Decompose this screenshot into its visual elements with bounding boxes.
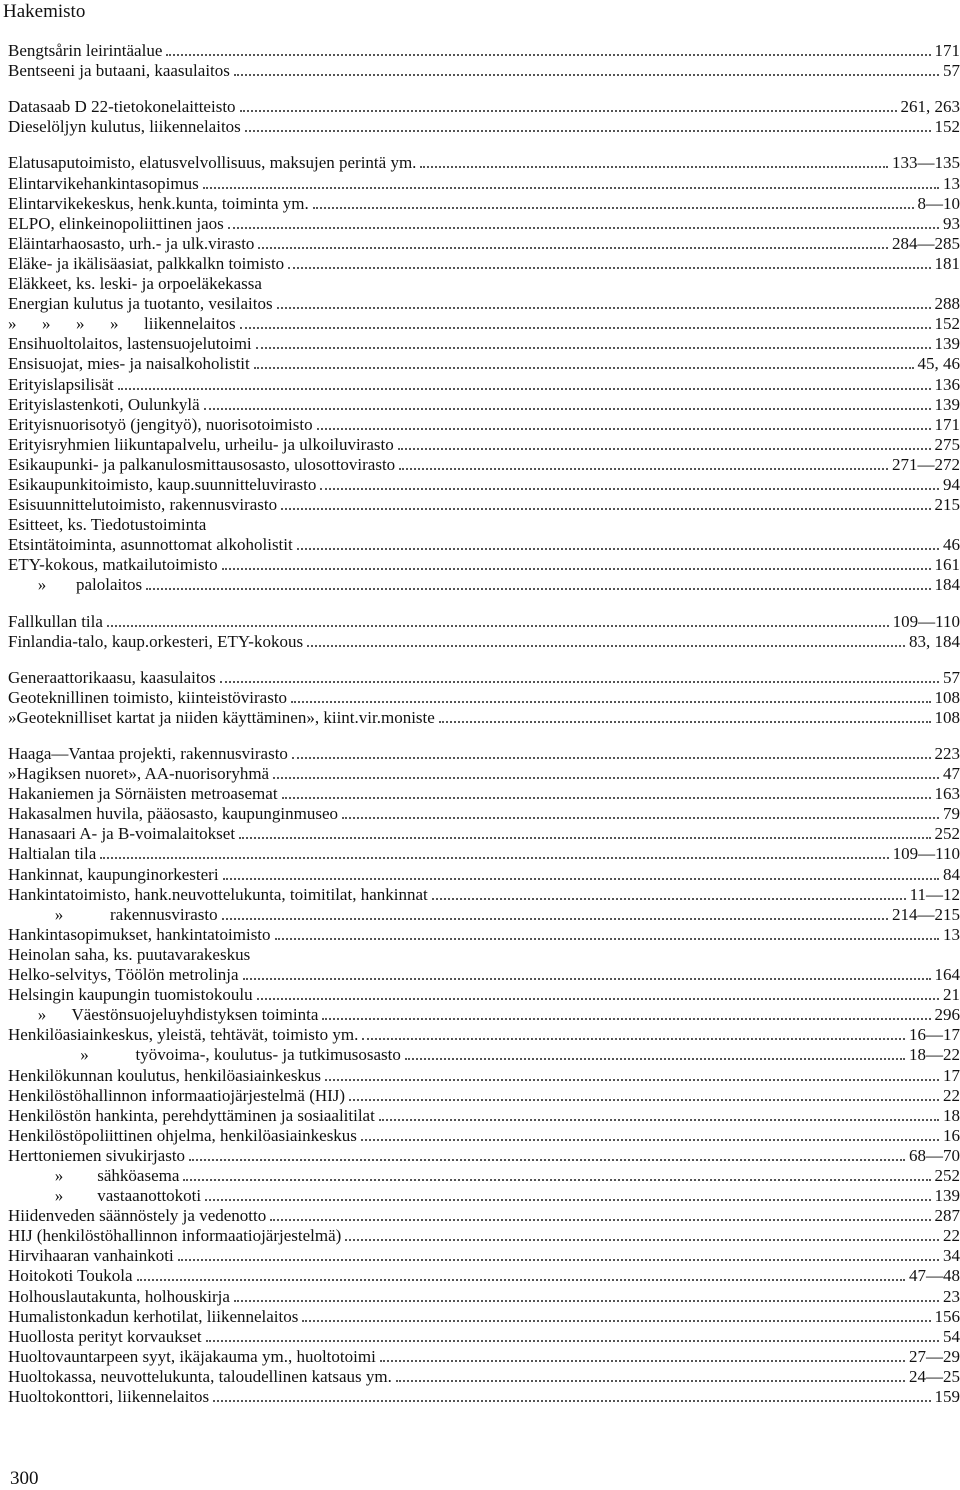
index-entry-page: 83, 184 <box>909 631 960 651</box>
index-entry-page: 181 <box>934 253 960 273</box>
index-entry-label: »Hagiksen nuoret», AA-nuorisoryhmä <box>8 764 270 784</box>
dot-leader <box>254 367 914 369</box>
index-entry-label: ETY-kokous, matkailutoimisto <box>8 555 218 575</box>
index-entry <box>8 744 960 764</box>
index-entry-label: Geoteknillinen toimisto, kiinteistövirasto <box>8 687 288 707</box>
index-entry-label: Erityislapsilisät <box>8 374 114 394</box>
dot-leader <box>297 548 939 550</box>
index-entry-label: Esikaupunkitoimisto, kaup.suunnitteluvirasto <box>8 474 317 494</box>
dot-leader <box>345 1239 939 1241</box>
index-entry-page: 108 <box>934 707 960 727</box>
index-entry <box>8 294 960 314</box>
dot-leader <box>320 488 939 490</box>
index-entry-label: ELPO, elinkeinopoliittinen jaos <box>8 213 224 233</box>
index-entry-label: Eläintarhaosasto, urh.- ja ulk.virasto <box>8 233 255 253</box>
dot-leader <box>282 797 931 799</box>
index-entry-label: HIJ (henkilöstöhallinnon informaatiojärjestelmä) <box>8 1226 342 1246</box>
index-entry-label: Erityisryhmien liikuntapalvelu, urheilu- ja ulkoiluvirasto <box>8 434 394 454</box>
index-entry <box>8 764 960 784</box>
index-entry <box>8 1146 960 1166</box>
index-entry-page: 171 <box>934 41 960 61</box>
index-entry <box>8 985 960 1005</box>
dot-leader <box>257 998 939 1000</box>
dot-leader <box>234 1300 939 1302</box>
index-entry <box>8 274 960 294</box>
dot-leader <box>146 588 930 590</box>
index-entry-page: 284—285 <box>892 233 960 253</box>
index-entry <box>8 1286 960 1306</box>
index-entry <box>8 1025 960 1045</box>
index-entry <box>8 632 960 652</box>
index-entry <box>8 1106 960 1126</box>
index-entry-label: Holhouslautakunta, holhouskirja <box>8 1286 230 1306</box>
dot-leader <box>379 1119 939 1121</box>
dot-leader <box>317 428 931 430</box>
index-entry-page: 68—70 <box>909 1145 960 1165</box>
index-entry-label: Humalistonkadun kerhotilat, liikennelaitos <box>8 1306 299 1326</box>
dot-leader <box>405 1058 905 1060</box>
index-entry-label: Datasaab D 22-tietokonelaitteisto <box>8 97 236 117</box>
index-entry <box>8 173 960 193</box>
dot-leader <box>223 878 939 880</box>
index-entry-label: Herttoniemen sivukirjasto <box>8 1145 186 1165</box>
dot-leader <box>313 207 914 209</box>
dot-leader <box>325 1079 939 1081</box>
index-entry-label: Huoltovauntarpeen syyt, ikäjakauma ym., huoltotoimi <box>8 1346 376 1366</box>
index-entry <box>8 945 960 965</box>
index-entry-page: 27—29 <box>909 1346 960 1366</box>
dot-leader <box>222 918 888 920</box>
index-entry-page: 108 <box>934 687 960 707</box>
index-group <box>8 41 960 81</box>
dot-leader <box>399 468 888 470</box>
index-entry <box>8 555 960 575</box>
dot-leader <box>396 1380 905 1382</box>
index-entry <box>8 1206 960 1226</box>
dot-leader <box>380 1360 905 1362</box>
dot-leader <box>322 1018 930 1020</box>
dot-leader <box>166 54 930 56</box>
index-entry-label: Henkilöstön hankinta, perehdyttäminen ja sosiaalitilat <box>8 1105 375 1125</box>
index-entry-page: 47 <box>943 764 960 784</box>
index-entry-page: 287 <box>934 1206 960 1226</box>
index-entry-label: » rakennusvirasto <box>8 904 218 924</box>
index-entry-page: 8—10 <box>917 193 960 213</box>
index-entry-page: 24—25 <box>909 1366 960 1386</box>
index-entry-page: 139 <box>934 394 960 414</box>
index-entry-page: 23 <box>943 1286 960 1306</box>
index-entry <box>8 535 960 555</box>
index-entry <box>8 804 960 824</box>
index-entry <box>8 784 960 804</box>
index-entry-label: » » » » liikennelaitos <box>8 314 236 334</box>
dot-leader <box>107 625 889 627</box>
dot-leader <box>291 701 930 703</box>
index-entry-label: Finlandia-talo, kaup.orkesteri, ETY-kokous <box>8 631 304 651</box>
index-entry-label: Elintarvikekeskus, henk.kunta, toiminta ym. <box>8 193 309 213</box>
index-entry-label: Bentseeni ja butaani, kaasulaitos <box>8 61 230 81</box>
dot-leader <box>178 1259 939 1261</box>
index-entry <box>8 194 960 214</box>
index-entry <box>8 97 960 117</box>
index-entry-page: 152 <box>934 314 960 334</box>
index-entry <box>8 214 960 234</box>
index-entry <box>8 354 960 374</box>
index-entry-page: 11—12 <box>909 884 960 904</box>
index-entry-page: 94 <box>943 474 960 494</box>
dot-leader <box>362 1038 905 1040</box>
dot-leader <box>349 1099 939 1101</box>
index-entry-page: 57 <box>943 667 960 687</box>
index-entry-page: 139 <box>934 1186 960 1206</box>
index-entry <box>8 395 960 415</box>
index-entry-label: Hiidenveden säännöstely ja vedenotto <box>8 1206 267 1226</box>
index-entry <box>8 117 960 137</box>
index-entry-page: 252 <box>934 824 960 844</box>
index-entry <box>8 708 960 728</box>
index-entry <box>8 1347 960 1367</box>
dot-leader <box>342 817 939 819</box>
index-entry-label: Hankintatoimisto, hank.neuvottelukunta, toimitilat, hankinnat <box>8 884 428 904</box>
dot-leader <box>420 166 888 168</box>
dot-leader <box>256 347 931 349</box>
index-entry-page: 54 <box>943 1326 960 1346</box>
index-entry-label: Henkilökunnan koulutus, henkilöasiainkeskus <box>8 1065 322 1085</box>
index-entry-page: 152 <box>934 117 960 137</box>
index-entry-label: Hirvihaaran vanhainkoti <box>8 1246 174 1266</box>
dot-leader <box>118 388 931 390</box>
index-entry <box>8 374 960 394</box>
index-entry-page: 161 <box>934 555 960 575</box>
index-group <box>8 153 960 595</box>
dot-leader <box>222 568 931 570</box>
dot-leader <box>292 757 931 759</box>
index-entry <box>8 1126 960 1146</box>
index-entry-page: 133—135 <box>892 153 960 173</box>
dot-leader <box>245 130 931 132</box>
index-entry <box>8 153 960 173</box>
dot-leader <box>205 1199 930 1201</box>
index-entry-page: 164 <box>934 965 960 985</box>
index-entry-page: 163 <box>934 784 960 804</box>
index-entry-label: Huollosta perityt korvaukset <box>8 1326 202 1346</box>
dot-leader <box>277 307 931 309</box>
index-entry <box>8 314 960 334</box>
index-entry-label: Elintarvikehankintasopimus <box>8 173 199 193</box>
index-entry-label: » vastaanottokoti <box>8 1186 202 1206</box>
index-entry-label: Haltialan tila <box>8 844 97 864</box>
dot-leader <box>239 837 930 839</box>
dot-leader <box>183 1179 930 1181</box>
index-entry <box>8 495 960 515</box>
index-entry-label: » Väestönsuojeluyhdistyksen toiminta <box>8 1005 319 1025</box>
index-entry <box>8 254 960 274</box>
index-entry <box>8 41 960 61</box>
index-group <box>8 668 960 728</box>
index-entry-label: Ensisuojat, mies- ja naisalkoholistit <box>8 354 250 374</box>
dot-leader <box>281 508 930 510</box>
index-entry-label: Hakasalmen huvila, pääosasto, kaupunginmuseo <box>8 804 339 824</box>
dot-leader <box>288 267 930 269</box>
page-header-title: Hakemisto <box>3 1 86 22</box>
index-entry-page: 18—22 <box>909 1045 960 1065</box>
index-entry <box>8 965 960 985</box>
dot-leader <box>240 110 897 112</box>
index-entry-page: 13 <box>943 924 960 944</box>
index-entry-page: 109—110 <box>892 611 960 631</box>
index-entry <box>8 1005 960 1025</box>
index-entry <box>8 435 960 455</box>
index-entry <box>8 1367 960 1387</box>
dot-leader <box>432 898 906 900</box>
dot-leader <box>100 857 888 859</box>
index-entry <box>8 515 960 535</box>
index-entry-label: » palolaitos <box>8 575 143 595</box>
index-entry-label: Huoltokonttori, liikennelaitos <box>8 1387 210 1406</box>
dot-leader <box>398 448 931 450</box>
index-entry-page: 271—272 <box>892 454 960 474</box>
index-entry-label: Eläke- ja ikälisäasiat, palkkalkn toimisto <box>8 253 285 273</box>
index-entry <box>8 1266 960 1286</box>
index-entry-page: 288 <box>934 294 960 314</box>
page-number: 300 <box>10 1468 39 1489</box>
index-entry <box>8 1045 960 1065</box>
dot-leader <box>243 978 931 980</box>
index-entry <box>8 415 960 435</box>
index-entry-label: Haaga—Vantaa projekti, rakennusvirasto <box>8 744 288 763</box>
index-entry-label: Etsintätoiminta, asunnottomat alkoholistit <box>8 535 293 555</box>
index-entry-label: Elatusaputoimisto, elatusvelvollisuus, maksujen perintä ym. <box>8 153 417 173</box>
index-entry <box>8 1387 960 1407</box>
index-entry-label: Hankinnat, kaupunginorkesteri <box>8 864 219 884</box>
dot-leader <box>206 1340 939 1342</box>
index-entry-page: 17 <box>943 1065 960 1085</box>
index-list <box>8 41 960 1407</box>
dot-leader <box>361 1139 939 1141</box>
index-entry <box>8 234 960 254</box>
index-entry <box>8 575 960 595</box>
index-entry-page: 296 <box>934 1005 960 1025</box>
dot-leader <box>302 1320 930 1322</box>
dot-leader <box>240 327 931 329</box>
index-entry-label: Henkilöstöpoliittinen ohjelma, henkilöasiainkeskus <box>8 1125 357 1145</box>
index-entry-page: 171 <box>934 414 960 434</box>
index-entry <box>8 334 960 354</box>
index-entry-page: 109—110 <box>892 844 960 864</box>
index-entry <box>8 925 960 945</box>
index-entry-page: 214—215 <box>892 904 960 924</box>
index-entry <box>8 668 960 688</box>
index-entry <box>8 61 960 81</box>
dot-leader <box>270 1219 930 1221</box>
index-entry-label: Erityislastenkoti, Oulunkylä <box>8 394 200 414</box>
index-entry-label: Hoitokoti Toukola <box>8 1266 133 1286</box>
dot-leader <box>234 74 939 76</box>
index-entry <box>8 824 960 844</box>
index-entry-label: Hankintasopimukset, hankintatoimisto <box>8 924 271 944</box>
dot-leader <box>204 408 931 410</box>
index-group <box>8 611 960 651</box>
index-entry-label: Henkilöstöhallinnon informaatiojärjestelmä (HIJ) <box>8 1085 346 1105</box>
index-entry-page: 22 <box>943 1226 960 1246</box>
dot-leader <box>258 247 888 249</box>
index-entry-label: Generaattorikaasu, kaasulaitos <box>8 667 216 687</box>
index-entry-page: 21 <box>943 985 960 1005</box>
index-entry <box>8 844 960 864</box>
index-entry <box>8 1327 960 1347</box>
index-entry-page: 16—17 <box>909 1025 960 1045</box>
index-entry-page: 261, 263 <box>900 97 960 117</box>
dot-leader <box>307 645 905 647</box>
index-entry-page: 16 <box>943 1125 960 1145</box>
index-entry <box>8 885 960 905</box>
index-entry <box>8 905 960 925</box>
index-entry-label: Eläkkeet, ks. leski- ja orpoeläkekassa <box>8 274 262 294</box>
index-entry <box>8 688 960 708</box>
index-entry <box>8 611 960 631</box>
index-entry-label: Hakaniemen ja Sörnäisten metroasemat <box>8 784 278 804</box>
index-entry <box>8 864 960 884</box>
dot-leader <box>189 1159 905 1161</box>
index-entry-label: Hanasaari A- ja B-voimalaitokset <box>8 824 236 844</box>
dot-leader <box>137 1279 905 1281</box>
dot-leader <box>213 1400 930 1402</box>
index-entry-page: 46 <box>943 535 960 555</box>
index-entry <box>8 1246 960 1266</box>
dot-leader <box>220 681 939 683</box>
index-entry-label: Erityisnuorisotyö (jengityö), nuorisotoimisto <box>8 414 313 434</box>
index-entry-label: »Geoteknilliset kartat ja niiden käyttäminen», kiint.vir.moniste <box>8 707 435 727</box>
dot-leader <box>439 721 931 723</box>
index-entry <box>8 1226 960 1246</box>
index-entry-label: Helko-selvitys, Töölön metrolinja <box>8 965 239 985</box>
index-group <box>8 97 960 137</box>
index-entry <box>8 1307 960 1327</box>
index-entry-page: 223 <box>934 744 960 763</box>
index-entry-page: 93 <box>943 213 960 233</box>
index-entry-page: 159 <box>934 1387 960 1406</box>
index-entry-label: Henkilöasiainkeskus, yleistä, tehtävät, toimisto ym. <box>8 1025 359 1045</box>
index-entry <box>8 1186 960 1206</box>
index-entry-label: Dieselöljyn kulutus, liikennelaitos <box>8 117 241 137</box>
index-entry-page: 34 <box>943 1246 960 1266</box>
index-entry-label: » sähköasema <box>8 1165 180 1185</box>
index-entry-label: Fallkullan tila <box>8 611 103 631</box>
dot-leader <box>273 777 939 779</box>
index-entry-page: 275 <box>934 434 960 454</box>
index-entry-page: 22 <box>943 1085 960 1105</box>
index-entry <box>8 1065 960 1085</box>
index-entry-page: 139 <box>934 334 960 354</box>
index-entry-label: Esikaupunki- ja palkanulosmittausosasto, ulosottovirasto <box>8 454 396 474</box>
index-entry-page: 57 <box>943 61 960 81</box>
index-entry-page: 47—48 <box>909 1266 960 1286</box>
index-entry-page: 184 <box>934 575 960 595</box>
index-entry-page: 156 <box>934 1306 960 1326</box>
index-entry-page: 215 <box>934 495 960 515</box>
index-entry-page: 18 <box>943 1105 960 1125</box>
index-entry-page: 136 <box>934 374 960 394</box>
index-entry <box>8 475 960 495</box>
index-entry-label: Esitteet, ks. Tiedotustoiminta <box>8 515 207 535</box>
index-entry-label: » työvoima-, koulutus- ja tutkimusosasto <box>8 1045 401 1065</box>
index-entry <box>8 455 960 475</box>
index-group <box>8 744 960 1407</box>
index-entry-page: 79 <box>943 804 960 824</box>
index-entry-label: Huoltokassa, neuvottelukunta, taloudellinen katsaus ym. <box>8 1366 392 1386</box>
index-entry-label: Esisuunnittelutoimisto, rakennusvirasto <box>8 495 278 515</box>
index-entry-label: Energian kulutus ja tuotanto, vesilaitos <box>8 294 273 314</box>
index-entry-page: 13 <box>943 173 960 193</box>
index-entry-label: Heinolan saha, ks. puutavarakeskus <box>8 944 251 964</box>
index-entry-label: Helsingin kaupungin tuomistokoulu <box>8 985 253 1005</box>
dot-leader <box>203 187 939 189</box>
index-entry-label: Ensihuoltolaitos, lastensuojelutoimi <box>8 334 252 354</box>
index-entry-page: 252 <box>934 1165 960 1185</box>
index-entry-page: 45, 46 <box>917 354 960 374</box>
dot-leader <box>228 227 939 229</box>
index-entry-label: Bengtsårin leirintäalue <box>8 41 163 61</box>
index-entry <box>8 1166 960 1186</box>
index-entry-page: 84 <box>943 864 960 884</box>
dot-leader <box>275 938 939 940</box>
index-entry <box>8 1086 960 1106</box>
